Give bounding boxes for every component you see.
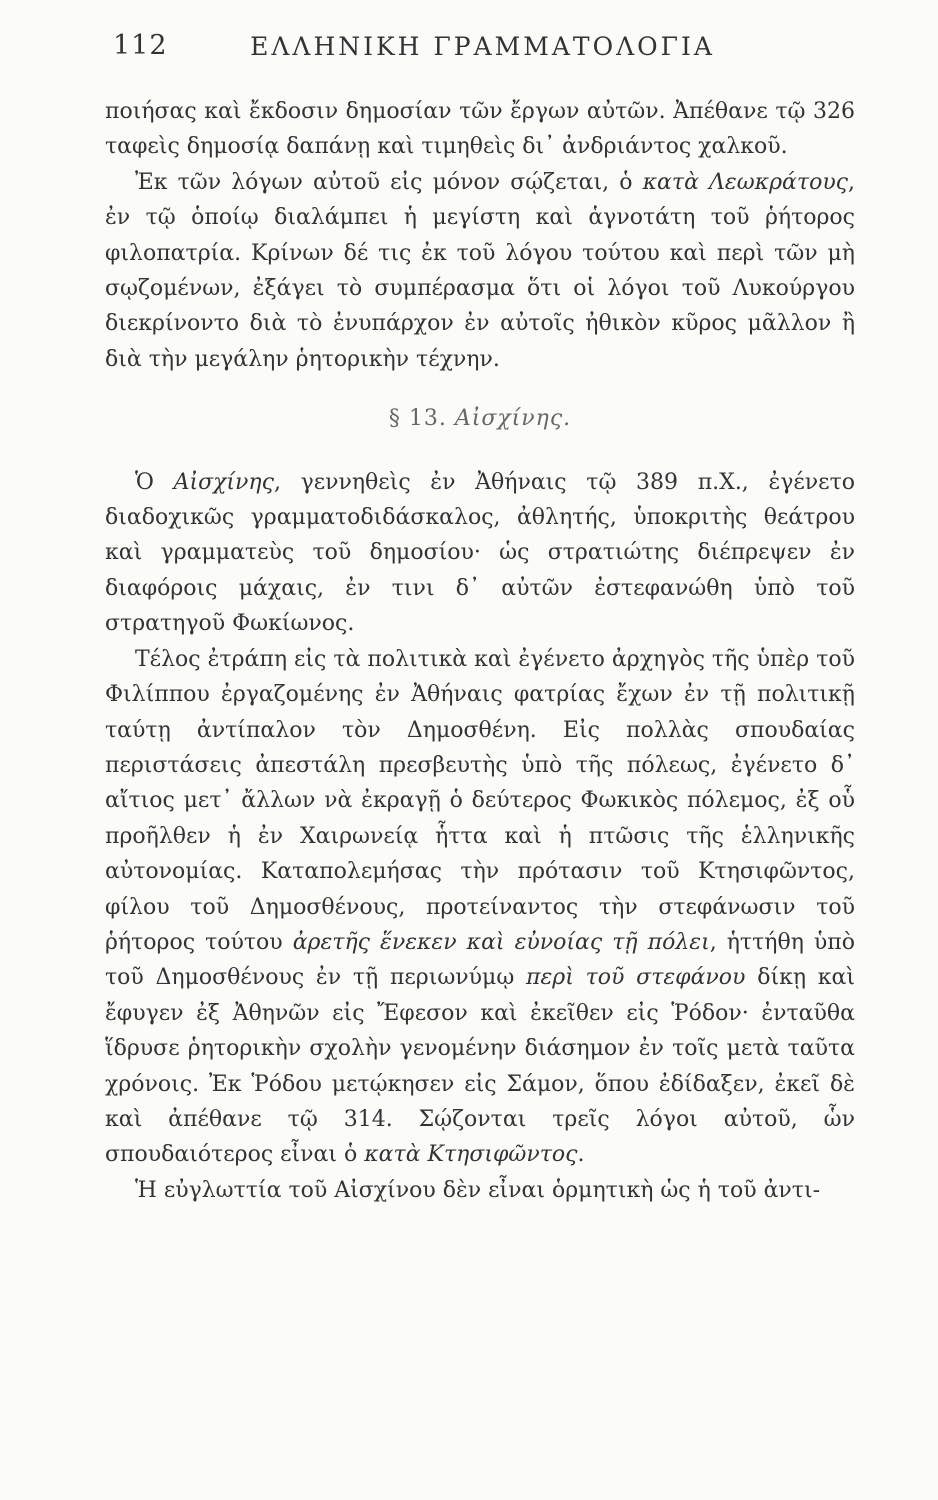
- body-text: [105, 94, 855, 1208]
- paragraph-4-text-1: Τέλος ἐτράπη εἰς τὰ πολιτικὰ καὶ ἐγένετο ἀρχηγὸς τῆς ὑπὲρ τοῦ Φιλίππου ἐργαζομένης ἐν Ἀθήναις φατρίας ἔχων ἐν τῇ πολιτικῇ ταύτῃ ἀντίπαλον τὸν Δημοσθένη. Εἰς πολλὰς σπουδαίας περιστάσεις ἀπεστάλη πρεσβευτὴς ὑπὸ τῆς πόλεως, ἐγένετο δ᾽ αἴτιος μετ᾽ ἄλλων νὰ ἐκραγῇ ὁ δεύτερος Φωκικὸς πόλεμος, ἐξ οὗ προῆλθεν ἡ ἐν Χαιρωνείᾳ ἧττα καὶ ἡ πτῶσις τῆς ἑλληνικῆς αὐτονομίας. Καταπολεμήσας τὴν πρότασιν τοῦ Κτησιφῶντος, φίλου τοῦ Δημοσθένους, προτείναντος τὴν στεφάνωσιν τοῦ ῥήτορος τούτου: [105, 646, 855, 955]
- work-title-crown: περὶ τοῦ στεφάνου: [526, 965, 746, 991]
- page-number: 112: [113, 30, 168, 61]
- paragraph-3-text: , γεννηθεὶς ἐν Ἀθήναις τῷ 389 π.Χ., ἐγένετο διαδοχικῶς γραμματοδιδάσκαλος, ἀθλητής, ὑποκριτὴς θεάτρου καὶ γραμματεὺς τοῦ δημοσίου· ὡς στρατιώτης διέπρεψεν ἐν διαφόροις μάχαις, ἐν τινι δ᾽ αὐτῶν ἐστεφανώθη ὑπὸ τοῦ στρατηγοῦ Φωκίωνος.: [105, 469, 855, 637]
- name-aeschines: Αἰσχίνης: [173, 469, 274, 495]
- paragraph-4-text-3: δίκῃ καὶ ἔφυγεν ἐξ Ἀθηνῶν εἰς Ἔφεσον καὶ ἐκεῖθεν εἰς Ῥόδον· ἐνταῦθα ἵδρυσε ῥητορικὴν σχολὴν γενομένην διάσημον ἐν τοῖς μετὰ ταῦτα χρόνοις. Ἐκ Ῥόδου μετῴκησεν εἰς Σάμον, ὅπου ἐδίδαξεν, ἐκεῖ δὲ καὶ ἀπέθανε τῷ 314. Σῴζονται τρεῖς λόγοι αὐτοῦ, ὧν σπουδαιότερος εἶναι ὁ: [105, 965, 855, 1168]
- work-title-ctesiphon: κατὰ Κτησιφῶντος: [364, 1142, 578, 1168]
- paragraph-5: Ἡ εὐγλωττία τοῦ Αἰσχίνου δὲν εἶναι ὁρμητικὴ ὡς ἡ τοῦ ἀντι-: [135, 1177, 821, 1203]
- paragraph-1: ποιήσας καὶ ἔκδοσιν δημοσίαν τῶν ἔργων αὐτῶν. Ἀπέθανε τῷ 326 ταφεὶς δημοσίᾳ δαπάνῃ καὶ τιμηθεὶς δι᾽ ἀνδριάντος χαλκοῦ.: [105, 99, 855, 160]
- work-title-leocrates: κατὰ Λεωκράτους: [642, 169, 849, 195]
- paragraph-2-text-end: , ἐν τῷ ὁποίῳ διαλάμπει ἡ μεγίστη καὶ ἁγνοτάτη τοῦ ῥήτορος φιλοπατρία. Κρίνων δέ τις ἐκ τοῦ λόγου τούτου καὶ περὶ τῶν μὴ σῳζομένων, ἐξάγει τὸ συμπέρασμα ὅτι οἱ λόγοι τοῦ Λυκούργου διεκρίνοντο διὰ τὸ ἐνυπάρχον ἐν αὐτοῖς ἠθικὸν κῦρος μᾶλλον ἢ διὰ τὴν μεγάλην ῥητορικὴν τέχνην.: [105, 169, 856, 372]
- paragraph-4-text-4: .: [577, 1142, 585, 1168]
- paragraph-4: [105, 642, 855, 1173]
- section-heading: [105, 401, 855, 436]
- quote-virtue: ἀρετῆς ἕνεκεν καὶ εὐνοίας τῇ πόλει: [292, 929, 710, 955]
- paragraph-3-prefix: Ὁ: [135, 469, 174, 495]
- running-head: [105, 30, 860, 66]
- running-title: ΕΛΛΗΝΙΚΗ ΓΡΑΜΜΑΤΟΛΟΓΙΑ: [250, 32, 715, 61]
- paragraph-2-text-start: Ἐκ τῶν λόγων αὐτοῦ εἰς μόνον σῴζεται, ὁ: [135, 169, 643, 195]
- paragraph-3: [105, 465, 855, 642]
- section-number: § 13.: [388, 406, 447, 432]
- section-title: Αἰσχίνης.: [454, 406, 572, 432]
- paragraph-2: [105, 165, 855, 377]
- paragraph-4-text-2: , ἡττήθη ὑπὸ τοῦ Δημοσθένους ἐν τῇ περιωνύμῳ: [105, 929, 855, 991]
